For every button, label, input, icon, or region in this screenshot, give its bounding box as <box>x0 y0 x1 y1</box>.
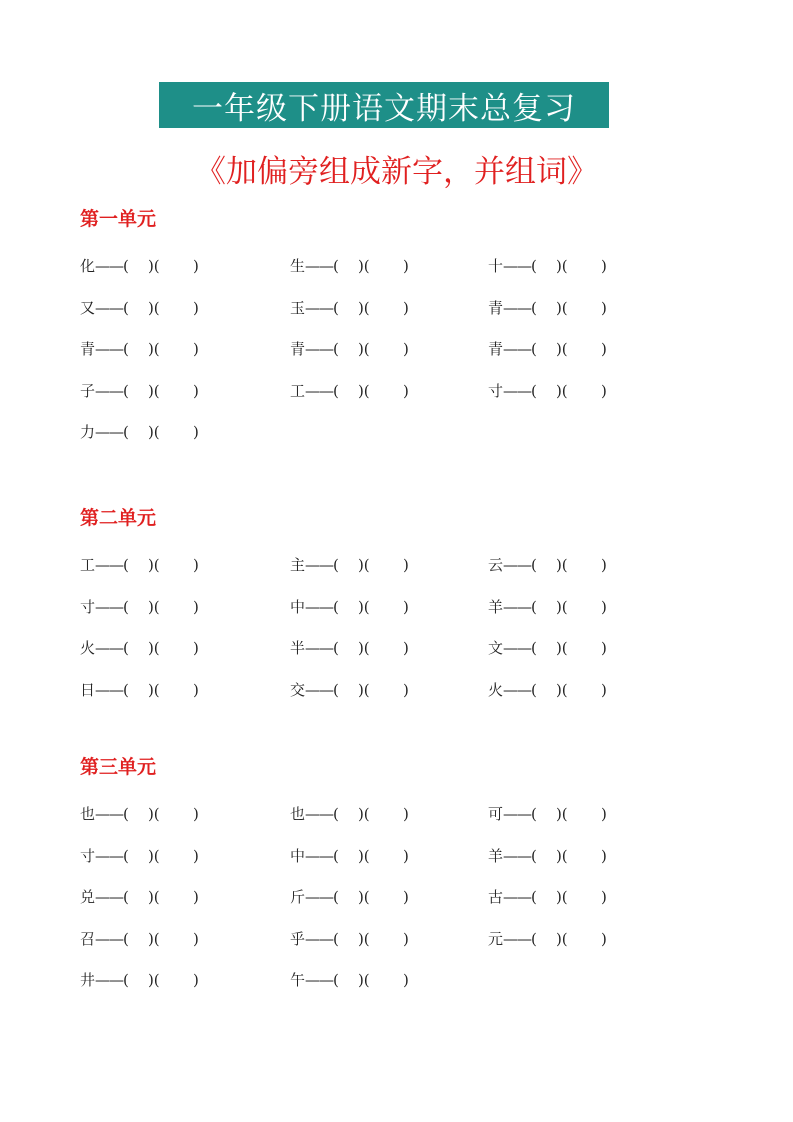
dash-separator: —— <box>503 639 532 657</box>
answer-blanks[interactable]: ( )( ) <box>123 381 199 400</box>
exercise-item <box>80 421 199 442</box>
answer-blanks[interactable]: ( )( ) <box>333 639 409 657</box>
exercise-item <box>290 637 409 658</box>
exercise-item <box>80 803 199 824</box>
answer-blanks[interactable]: ( )( ) <box>531 846 607 865</box>
base-character: 半 <box>290 639 306 657</box>
dash-separator: —— <box>95 381 124 400</box>
base-character: 古 <box>488 888 504 906</box>
exercise-item <box>290 596 409 617</box>
base-character: 寸 <box>80 597 96 616</box>
exercise-item <box>488 338 607 359</box>
answer-blanks[interactable]: ( )( ) <box>123 556 199 574</box>
answer-blanks[interactable]: ( )( ) <box>531 680 607 699</box>
exercise-item <box>80 554 199 575</box>
answer-blanks[interactable]: ( )( ) <box>531 888 607 906</box>
dash-separator: —— <box>305 846 334 865</box>
answer-blanks[interactable]: ( )( ) <box>333 597 409 616</box>
base-character: 乎 <box>290 929 306 948</box>
base-character: 也 <box>290 805 306 823</box>
answer-blanks[interactable]: ( )( ) <box>123 639 199 657</box>
dash-separator: —— <box>305 298 334 317</box>
base-character: 十 <box>488 257 504 275</box>
answer-blanks[interactable]: ( )( ) <box>333 298 409 317</box>
dash-separator: —— <box>305 888 334 906</box>
exercise-item <box>80 297 199 318</box>
exercise-item <box>80 637 199 658</box>
answer-blanks[interactable]: ( )( ) <box>333 381 409 400</box>
base-character: 化 <box>80 257 96 275</box>
dash-separator: —— <box>503 929 532 948</box>
dash-separator: —— <box>95 597 124 616</box>
answer-blanks[interactable]: ( )( ) <box>123 340 199 358</box>
exercise-item <box>488 928 607 949</box>
dash-separator: —— <box>305 381 334 400</box>
dash-separator: —— <box>503 597 532 616</box>
answer-blanks[interactable]: ( )( ) <box>333 680 409 699</box>
dash-separator: —— <box>503 556 532 574</box>
base-character: 交 <box>290 680 306 699</box>
dash-separator: —— <box>503 340 532 358</box>
base-character: 主 <box>290 556 306 574</box>
exercise-item <box>488 255 607 276</box>
answer-blanks[interactable]: ( )( ) <box>333 257 409 275</box>
exercise-item <box>488 380 607 401</box>
answer-blanks[interactable]: ( )( ) <box>333 846 409 865</box>
dash-separator: —— <box>95 556 124 574</box>
base-character: 青 <box>488 340 504 358</box>
base-character: 工 <box>80 556 96 574</box>
exercise-item <box>290 803 409 824</box>
answer-blanks[interactable]: ( )( ) <box>123 846 199 865</box>
exercise-item <box>290 297 409 318</box>
answer-blanks[interactable]: ( )( ) <box>123 680 199 699</box>
answer-blanks[interactable]: ( )( ) <box>531 929 607 948</box>
exercise-item <box>290 928 409 949</box>
base-character: 午 <box>290 971 306 989</box>
dash-separator: —— <box>95 423 124 441</box>
exercise-item <box>80 380 199 401</box>
base-character: 生 <box>290 257 306 275</box>
dash-separator: —— <box>95 971 124 989</box>
base-character: 羊 <box>488 846 504 865</box>
answer-blanks[interactable]: ( )( ) <box>123 929 199 948</box>
dash-separator: —— <box>503 298 532 317</box>
exercise-item <box>80 928 199 949</box>
exercise-item <box>290 255 409 276</box>
answer-blanks[interactable]: ( )( ) <box>333 929 409 948</box>
dash-separator: —— <box>95 805 124 823</box>
answer-blanks[interactable]: ( )( ) <box>333 340 409 358</box>
base-character: 玉 <box>290 298 306 317</box>
exercise-item <box>488 886 607 907</box>
base-character: 火 <box>80 639 96 657</box>
dash-separator: —— <box>503 381 532 400</box>
exercise-item <box>80 886 199 907</box>
dash-separator: —— <box>305 639 334 657</box>
base-character: 文 <box>488 639 504 657</box>
dash-separator: —— <box>95 888 124 906</box>
exercise-item <box>488 679 607 700</box>
exercise-item <box>488 845 607 866</box>
exercise-item <box>290 554 409 575</box>
exercise-item <box>80 845 199 866</box>
exercise-item <box>290 886 409 907</box>
exercise-item <box>488 637 607 658</box>
dash-separator: —— <box>305 556 334 574</box>
answer-blanks[interactable]: ( )( ) <box>123 298 199 317</box>
answer-blanks[interactable]: ( )( ) <box>333 971 409 989</box>
base-character: 青 <box>488 298 504 317</box>
base-character: 力 <box>80 423 96 441</box>
exercise-item <box>290 380 409 401</box>
answer-blanks[interactable]: ( )( ) <box>531 639 607 657</box>
dash-separator: —— <box>305 805 334 823</box>
answer-blanks[interactable]: ( )( ) <box>333 888 409 906</box>
dash-separator: —— <box>503 680 532 699</box>
dash-separator: —— <box>503 805 532 823</box>
dash-separator: —— <box>305 597 334 616</box>
answer-blanks[interactable]: ( )( ) <box>123 597 199 616</box>
base-character: 中 <box>290 597 306 616</box>
exercise-item <box>80 338 199 359</box>
dash-separator: —— <box>95 257 124 275</box>
dash-separator: —— <box>305 340 334 358</box>
exercise-item <box>488 554 607 575</box>
dash-separator: —— <box>305 680 334 699</box>
base-character: 中 <box>290 846 306 865</box>
base-character: 子 <box>80 381 96 400</box>
answer-blanks[interactable]: ( )( ) <box>333 556 409 574</box>
exercise-item <box>488 297 607 318</box>
dash-separator: —— <box>503 846 532 865</box>
exercise-item <box>488 803 607 824</box>
exercise-item <box>290 845 409 866</box>
base-character: 工 <box>290 381 306 400</box>
dash-separator: —— <box>305 929 334 948</box>
dash-separator: —— <box>95 846 124 865</box>
base-character: 可 <box>488 805 504 823</box>
answer-blanks[interactable]: ( )( ) <box>531 340 607 358</box>
exercise-item <box>290 969 409 990</box>
base-character: 寸 <box>80 846 96 865</box>
section-heading: 第三单元 <box>80 756 157 778</box>
base-character: 又 <box>80 298 96 317</box>
base-character: 寸 <box>488 381 504 400</box>
dash-separator: —— <box>95 639 124 657</box>
answer-blanks[interactable]: ( )( ) <box>531 257 607 275</box>
base-character: 也 <box>80 805 96 823</box>
exercise-item <box>80 969 199 990</box>
answer-blanks[interactable]: ( )( ) <box>123 805 199 823</box>
dash-separator: —— <box>503 257 532 275</box>
base-character: 火 <box>488 680 504 699</box>
page-subtitle: 《加偏旁组成新字，并组词》 <box>195 154 598 190</box>
exercise-item <box>80 679 199 700</box>
exercise-item <box>290 338 409 359</box>
base-character: 召 <box>80 929 96 948</box>
answer-blanks[interactable]: ( )( ) <box>531 597 607 616</box>
answer-blanks[interactable]: ( )( ) <box>531 805 607 823</box>
base-character: 青 <box>290 340 306 358</box>
section-heading: 第二单元 <box>80 507 157 529</box>
answer-blanks[interactable]: ( )( ) <box>531 556 607 574</box>
dash-separator: —— <box>503 888 532 906</box>
base-character: 日 <box>80 680 96 699</box>
dash-separator: —— <box>95 680 124 699</box>
answer-blanks[interactable]: ( )( ) <box>333 805 409 823</box>
base-character: 云 <box>488 556 504 574</box>
exercise-item <box>290 679 409 700</box>
answer-blanks[interactable]: ( )( ) <box>531 298 607 317</box>
answer-blanks[interactable]: ( )( ) <box>531 381 607 400</box>
dash-separator: —— <box>305 257 334 275</box>
exercise-item <box>80 596 199 617</box>
answer-blanks[interactable]: ( )( ) <box>123 257 199 275</box>
exercise-item <box>80 255 199 276</box>
dash-separator: —— <box>95 340 124 358</box>
answer-blanks[interactable]: ( )( ) <box>123 971 199 989</box>
exercise-item <box>488 596 607 617</box>
base-character: 井 <box>80 971 96 989</box>
dash-separator: —— <box>95 298 124 317</box>
base-character: 兑 <box>80 888 96 906</box>
answer-blanks[interactable]: ( )( ) <box>123 888 199 906</box>
dash-separator: —— <box>95 929 124 948</box>
base-character: 元 <box>488 929 504 948</box>
dash-separator: —— <box>305 971 334 989</box>
base-character: 斤 <box>290 888 306 906</box>
page-title: 一年级下册语文期末总复习 <box>159 82 609 128</box>
section-heading: 第一单元 <box>80 208 157 230</box>
answer-blanks[interactable]: ( )( ) <box>123 423 199 441</box>
base-character: 青 <box>80 340 96 358</box>
base-character: 羊 <box>488 597 504 616</box>
